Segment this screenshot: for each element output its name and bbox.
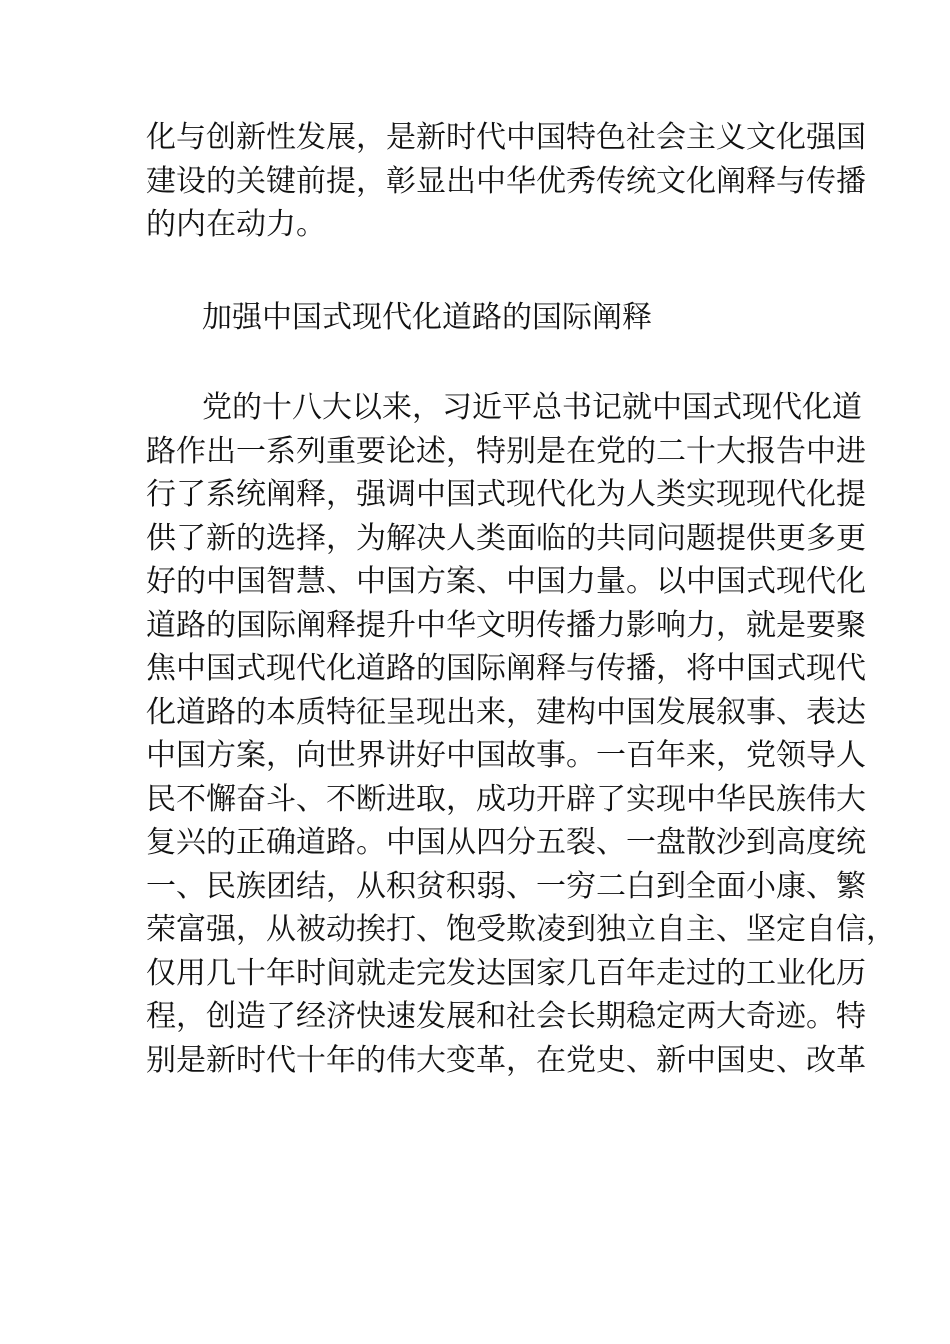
paragraph-intro	[146, 116, 866, 247]
paragraph-line: 化道路的本质特征呈现出来，建构中国发展叙事、表达	[146, 694, 866, 730]
paragraph-line: 一、民族团结，从积贫积弱、一穷二白到全面小康、繁	[146, 868, 866, 904]
paragraph-body	[146, 386, 896, 1082]
paragraph-line: 别是新时代十年的伟大变革，在党史、新中国史、改革	[146, 1042, 866, 1078]
paragraph-line: 复兴的正确道路。中国从四分五裂、一盘散沙到高度统	[146, 825, 866, 860]
paragraph-line: 供了新的选择，为解决人类面临的共同问题提供更多更	[146, 520, 866, 556]
paragraph-line: 民不懈奋斗、不断进取，成功开辟了实现中华民族伟大	[146, 781, 866, 817]
paragraph-line: 仅用几十年时间就走完发达国家几百年走过的工业化历	[146, 955, 866, 991]
paragraph-line: 中国方案，向世界讲好中国故事。一百年来，党领导人	[146, 738, 866, 773]
section-heading-text: 加强中国式现代化道路的国际阐释	[202, 300, 652, 335]
paragraph-line: 焦中国式现代化道路的国际阐释与传播，将中国式现代	[146, 651, 866, 686]
paragraph-line: 的内在动力。	[146, 207, 326, 242]
paragraph-line: 程，创造了经济快速发展和社会长期稳定两大奇迹。特	[146, 999, 866, 1034]
paragraph-line: 道路的国际阐释提升中华文明传播力影响力，就是要聚	[146, 607, 866, 643]
paragraph-line: 路作出一系列重要论述，特别是在党的二十大报告中进	[146, 433, 866, 469]
section-heading	[146, 296, 808, 340]
paragraph-line: 荣富强，从被动挨打、饱受欺凌到独立自主、坚定自信，	[146, 912, 896, 947]
paragraph-line: 党的十八大以来，习近平总书记就中国式现代化道	[202, 390, 862, 425]
paragraph-line: 化与创新性发展，是新时代中国特色社会主义文化强国	[146, 120, 866, 155]
paragraph-line: 好的中国智慧、中国方案、中国力量。以中国式现代化	[146, 564, 866, 599]
paragraph-line: 建设的关键前提，彰显出中华优秀传统文化阐释与传播	[146, 163, 866, 199]
paragraph-line: 行了系统阐释，强调中国式现代化为人类实现现代化提	[146, 477, 866, 512]
